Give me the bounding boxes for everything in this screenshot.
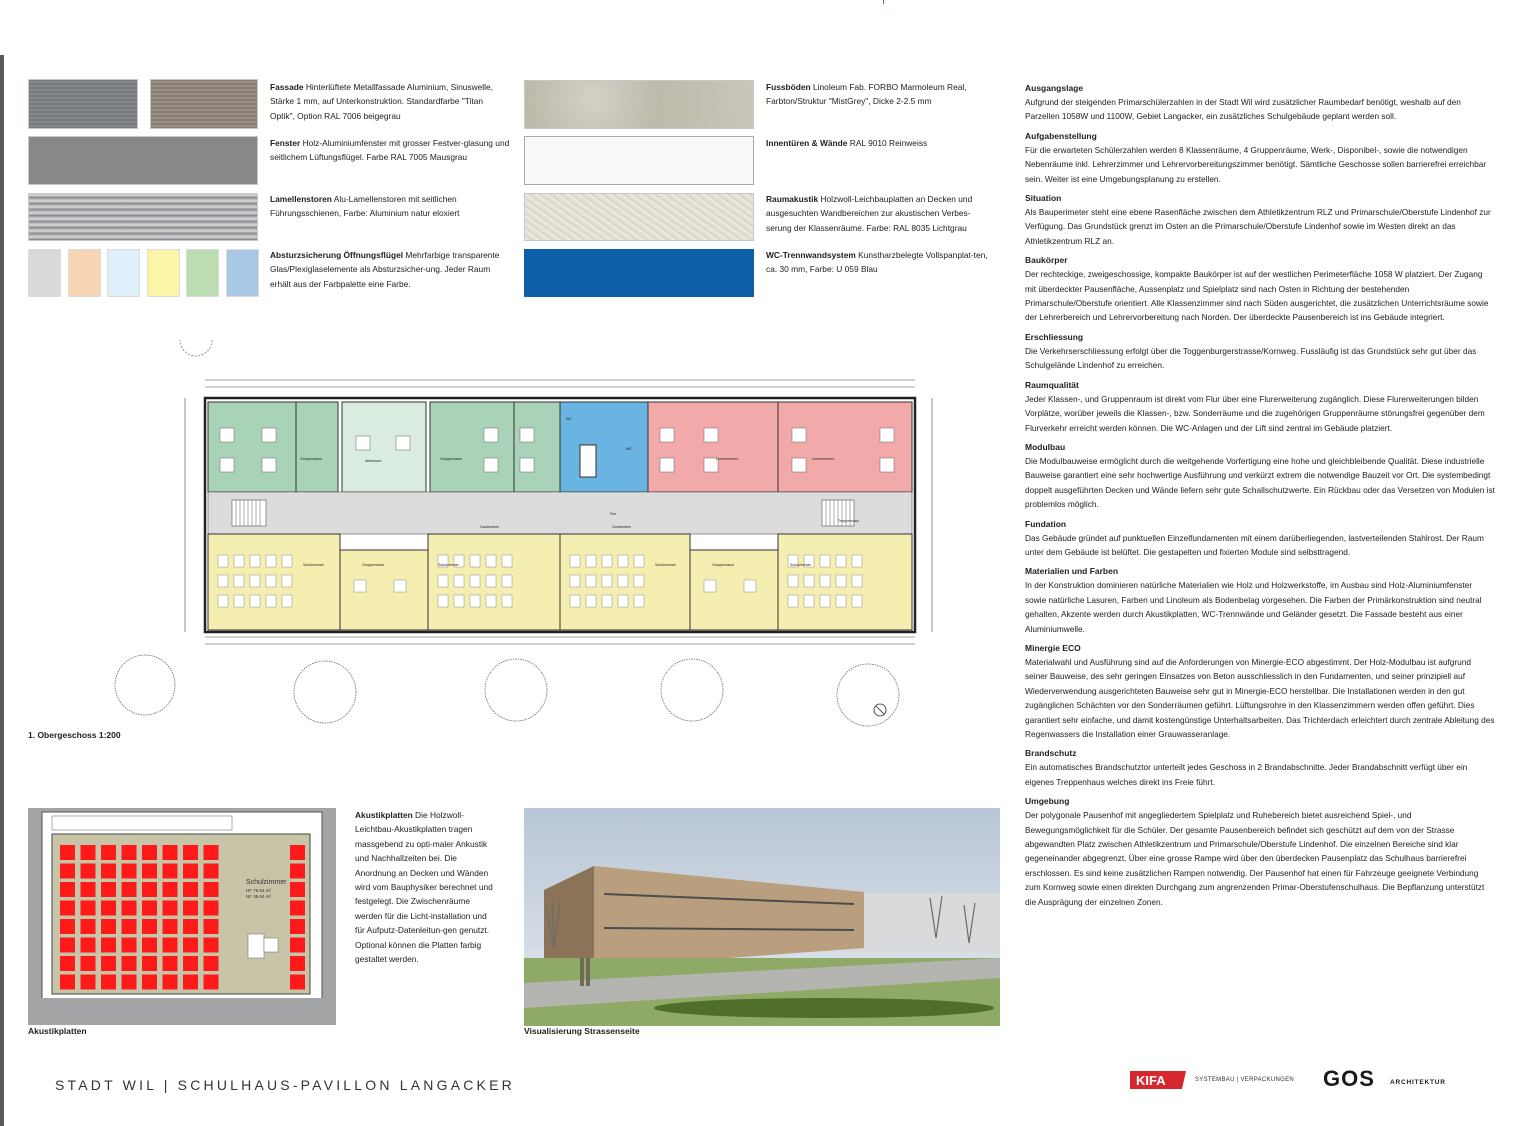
plan-label-gruppenraum-2: Gruppenraum	[440, 457, 463, 461]
acoustic-caption: Akustikplatten	[28, 1026, 87, 1036]
plan-label-gruppenraum-1: Gruppenraum	[300, 457, 323, 461]
acoustic-panel	[81, 845, 96, 860]
plan-label-schulzimmer-4: Schulzimmer	[790, 563, 811, 567]
palette-swatch	[107, 249, 140, 297]
acoustic-panel	[81, 919, 96, 934]
acoustic-panel	[290, 956, 305, 971]
acoustic-panel	[101, 956, 116, 971]
acoustic-panel	[60, 956, 75, 971]
page-border-left	[0, 55, 4, 1126]
wc-partition-swatch	[524, 249, 754, 297]
facade-swatch-beige	[150, 79, 258, 129]
plan-label-gruppenraum-4: Gruppenraum	[712, 563, 735, 567]
plan-label-werkraum: Werkraum	[365, 459, 382, 463]
acoustic-panel	[183, 975, 198, 990]
acoustic-panel	[204, 864, 219, 879]
palette-swatch	[147, 249, 180, 297]
acoustic-panel	[183, 845, 198, 860]
section-heading: Brandschutz	[1025, 748, 1077, 759]
acoustic-panel	[163, 845, 178, 860]
floor-plan	[100, 340, 980, 730]
plan-label-treppenhaus: Treppenhaus	[838, 519, 860, 523]
section-text: Aufgrund der steigenden Primarschülerzahlen in der Stadt Wil wird zusätzlicher Raumbedarf benötigt, weshalb auf den Parzellen 1058W und 1100W, Gebiet Langacker, ein zusätzliches Schulgebäude geplant werden soll.	[1025, 97, 1461, 122]
floor-swatch	[524, 80, 754, 129]
acoustic-panel	[290, 882, 305, 897]
acoustic-panel	[60, 938, 75, 953]
plan-label-lehrerzimmer-2: Lehrerzimmer	[812, 457, 835, 461]
acoustic-panel	[204, 901, 219, 916]
plan-label-garderoben-2: Garderoben	[612, 525, 632, 529]
section-heading: Materialien und Farben	[1025, 566, 1119, 577]
acoustic-description: Akustikplatten Die Holzwoll-Leichtbau-Akustikplatten tragen massgebend zu opti-maler Ankustik und Nachhallzeiten bei. Die Anordnung an Decken und Wänden wird vom Bauphysiker berechnet und festgelegt. Die Zwischenräume werden für die Licht-installation und für Aufputz-Datenleitun-gen genutzt. Optional können die Platten farbig gestaltet werden.	[355, 810, 493, 965]
acoustic-panel	[142, 938, 157, 953]
section-text: Der polygonale Pausenhof mit angegliedertem Spielplatz und Ruhebereich bietet ausreichend Spiel-, und Bewegungsmöglichkeit für die Schüler. Der gesamte Pausenbereich befindet sich geschützt auf dem von der Strasse abgewandten Platz zwischen Athletikzentrum und Primarschule/Oberstufe Lindenhof. Die einzelnen Bereiche sind klar gegeneinander abgegrenzt. Über eine grosse Rampe wird über den überdecken Pausenplatz das Schulhaus barrierefrei erschlossen. Es sind keine zusätzlichen Rampen notwendig. Der Pausenhof hat einen für Fahrzeuge geeignete Verbindung zum Kornweg sowie einen direkten Durchgang zum angrenzenden Primar-Oberstufenschulhaus. Die Bepflanzung unterstützt die Ausprägung der einzelnen Zonen.	[1025, 810, 1485, 907]
section-heading: Baukörper	[1025, 255, 1068, 266]
acoustic-room-area-1: HF 75.64 m²	[246, 888, 272, 893]
acoustic-panel	[101, 938, 116, 953]
acoustic-panel	[60, 901, 75, 916]
acoustic-panel	[290, 919, 305, 934]
section-text: Als Bauperimeter steht eine ebene Rasenfläche zwischen dem Athletikzentrum RLZ und Primarschule/Oberstufe Lindenhof zur Verfügung. Das Grundstück grenzt im Osten an die Primarschule/Oberstufe Lindenhof sowie im Westen direkt an das Athletikzentrum RLZ an.	[1025, 207, 1491, 246]
acoustic-panel	[163, 975, 178, 990]
acoustic-room-area-2: NF 35.84 m²	[246, 894, 272, 899]
plan-label-schulzimmer-3: Schulzimmer	[655, 563, 676, 567]
acoustic-panel	[290, 901, 305, 916]
section-text: Ein automatisches Brandschutztor unterteilt jedes Geschoss in 2 Brandabschnitte. Jeder Brandabschnitt verfügt über ein eigenes Treppenhaus welches direkt ins Freie führt.	[1025, 762, 1468, 787]
acoustic-panel	[290, 845, 305, 860]
section-text: In der Konstruktion dominieren natürliche Materialien wie Holz und Holzwerkstoffe, im Ausbau sind Holz-Aluminiumfenster sowie natürliche Lasuren, Farben und Linoleum als Bodenbelag vorgesehen. Die Farben der Primärkonstruktion sind neutral gehalten, Akzente werden durch Akustikplatten, WC-Trennwände und Geländer gesetzt. Die Fassade besteht aus einer Aluminiumwelle.	[1025, 580, 1482, 634]
kifa-subtitle: SYSTEMBAU | VERPACKUNGEN	[1195, 1077, 1294, 1083]
acoustic-panel	[101, 901, 116, 916]
acoustic-panel	[81, 956, 96, 971]
window-swatch	[28, 136, 258, 185]
section-heading: Modulbau	[1025, 441, 1066, 452]
acoustic-panel	[122, 938, 137, 953]
gos-logo: GOS	[1323, 1066, 1375, 1091]
material-acoustics: Raumakustik Holzwoll-Leichbauplatten an Decken und ausgesuchten Wandbereichen zur akustischen Verbes-serung der Klassenräume. Farbe: RAL 8035 Lichtgrau	[766, 194, 973, 233]
section-heading: Minergie ECO	[1025, 642, 1081, 653]
acoustic-panel	[60, 845, 75, 860]
acoustic-panel	[204, 919, 219, 934]
acoustic-panel	[204, 938, 219, 953]
plan-label-lehrerzimmer: Lehrerzimmer	[716, 457, 739, 461]
acoustic-panel	[122, 864, 137, 879]
acoustic-panel	[81, 938, 96, 953]
plan-label-schulzimmer-2: Schulzimmer	[438, 563, 459, 567]
acoustic-panel	[163, 882, 178, 897]
section-heading: Fundation	[1025, 518, 1067, 529]
acoustic-panel	[81, 864, 96, 879]
acoustic-panel	[122, 956, 137, 971]
section-text: Das Gebäude gründet auf punktuellen Einzelfundamenten mit einem darüberliegenden, lastverteilenden Stahlrost. Der Raum unter dem Gebäude ist belüftet. Die gestapelten und fixierten Module sind selbsttragend.	[1025, 532, 1484, 557]
acoustic-panel	[163, 956, 178, 971]
acoustic-panel	[60, 919, 75, 934]
palette-swatch	[186, 249, 219, 297]
plan-label-garderoben-1: Garderoben	[480, 525, 500, 529]
acoustic-panel	[81, 901, 96, 916]
project-title: STADT WIL | SCHULHAUS-PAVILLON LANGACKER	[55, 1077, 515, 1093]
section-heading: Ausgangslage	[1025, 83, 1084, 93]
section-heading: Situation	[1025, 193, 1062, 204]
section-heading: Raumqualität	[1025, 379, 1079, 390]
section-heading: Aufgabenstellung	[1025, 130, 1097, 141]
section-text: Jeder Klassen-, und Gruppenraum ist direkt vom Flur über eine Flurerweiterung zugänglich. Diese Flurerweiterungen bilden Vorplätze, worüber jeweils die Klassen-, bzw. Sonderräume und die zugehörigen Gruppenräume störungsfrei gegenüber dem Flurverkehr erreicht werden können. Die WC-Anlagen und der Lift sind zentral im Gebäude platziert.	[1025, 393, 1485, 433]
acoustic-panel	[122, 975, 137, 990]
gos-subtitle: ARCHITEKTUR	[1390, 1079, 1446, 1086]
material-fall-protection: Absturzsicherung Öffnungsflügel Mehrfarbige transparente Glas/Plexiglaselemente als Absturzsicher-ung. Jeder Raum erhält aus der Farbpalette eine Farbe.	[270, 250, 500, 289]
acoustic-panel	[122, 845, 137, 860]
acoustic-panel	[142, 919, 157, 934]
acoustic-panel	[183, 956, 198, 971]
acoustic-panel	[101, 975, 116, 990]
acoustic-room-name: Schulzimmer	[246, 879, 287, 886]
kifa-logo-text: KIFA	[1136, 1073, 1166, 1088]
acoustic-panel	[183, 938, 198, 953]
acoustic-panel	[101, 919, 116, 934]
acoustic-panel	[163, 901, 178, 916]
palette-swatch	[68, 249, 101, 297]
acoustic-panel	[142, 845, 157, 860]
plan-label-gruppenraum-3: Gruppenraum	[362, 563, 385, 567]
material-louver: Lamellenstoren Alu-Lamellenstoren mit seitlichen Führungsschienen, Farbe: Aluminium natur eloxiert	[270, 194, 460, 219]
acoustic-panel	[163, 864, 178, 879]
acoustic-panel	[183, 882, 198, 897]
acoustic-panel	[183, 901, 198, 916]
section-text: Der rechteckige, zweigeschossige, kompakte Baukörper ist auf der westlichen Perimeterfläche 1058 W platziert. Der Zugang mit überdeckter Pausenfläche, Aussenplatz und Spielplatz sind nach Osten in Richtung der bestehenden Primarschule/Oberstufe orientiert. Alle Klassenzimmer sind nach Süden ausgerichtet, die zusätzlichen Unterrichtsräume sowie der Lehrerbereich und Lehrervorbereitung nach Norden. Der überdeckte Pausenbereich ist ins Gebäude integriert.	[1025, 269, 1489, 323]
material-facade: Fassade Hinterlüftete Metallfassade Aluminium, Sinuswelle, Stärke 1 mm, auf Unterkonstruktion. Standardfarbe "Titan Optik", Option RAL 7006 beigegrau	[270, 82, 493, 121]
acoustic-panel	[122, 882, 137, 897]
acoustic-panel	[81, 882, 96, 897]
acoustic-panel	[204, 882, 219, 897]
acoustic-panel	[290, 938, 305, 953]
acoustic-panel	[101, 882, 116, 897]
street-visualization	[524, 808, 1000, 1026]
plan-label-wc-1: WC	[566, 417, 572, 421]
top-marker	[883, 0, 884, 4]
acoustic-panel	[142, 956, 157, 971]
acoustic-panel	[142, 975, 157, 990]
acoustic-panel	[290, 864, 305, 879]
plan-caption: 1. Obergeschoss 1:200	[28, 730, 121, 740]
section-text: Die Verkehrserschliessung erfolgt über die Toggenburgerstrasse/Kornweg. Fussläufig ist das Grundstück sehr gut über das Schulgelände Lindenhof zu erreichen.	[1025, 345, 1477, 371]
kifa-logo	[1130, 1069, 1188, 1091]
palette-swatch	[226, 249, 259, 297]
material-walls: Innentüren & Wände RAL 9010 Reinweiss	[766, 138, 928, 148]
acoustic-panel	[101, 864, 116, 879]
material-floor: Fussböden Linoleum Fab. FORBO Marmoleum Real, Farbton/Struktur "MistGrey", Dicke 2-2.5 mm	[766, 82, 967, 107]
tree-symbol	[180, 340, 212, 356]
acoustic-panel	[60, 864, 75, 879]
acoustic-panel	[81, 975, 96, 990]
section-text: Für die erwarteten Schülerzahlen werden 8 Klassenräume, 4 Gruppenräume, Werk-, Disponibel-, sowie die notwendigen Nebenräume inkl. Lehrerzimmer und Lehrervorbereitungszimmer benötigt. Sämtliche Geschosse sollen barrierefrei erreichbar sein. Weiter ist eine Umgebungsplanung zu erstellen.	[1025, 144, 1487, 184]
description-column	[1025, 82, 1495, 909]
material-window: Fenster Holz-Aluminiumfenster mit grosser Festver-glasung und seitlichem Lüftungsflügel. Farbe RAL 7005 Mausgrau	[270, 138, 510, 163]
acoustic-swatch	[524, 193, 754, 241]
facade-swatch-titan	[28, 79, 138, 129]
wall-swatch	[524, 136, 754, 185]
acoustic-panel	[163, 919, 178, 934]
acoustic-panel	[163, 938, 178, 953]
plan-label-schulzimmer-1: Schulzimmer	[303, 563, 324, 567]
acoustic-panel	[204, 956, 219, 971]
acoustic-panel	[204, 845, 219, 860]
plan-label-wc-2: WC	[626, 447, 632, 451]
acoustic-plan	[28, 808, 336, 1025]
acoustic-panel	[204, 975, 219, 990]
acoustic-panel	[60, 975, 75, 990]
acoustic-panel	[290, 975, 305, 990]
section-text: Die Modulbauweise ermöglicht durch die weitgehende Vorfertigung eine hohe und gleichbleibende Qualität. Diese industrielle Bauweise garantiert eine sehr hochwertige Ausführung und verkürzt extrem die notwendige Bauzeit vor Ort. Die systembedingt doppelt ausgeführten Decken und Wände liefern sehr gute Schallschutzwerte. Ein Rückbau oder das Versetzen von Modulen ist problemlos möglich.	[1025, 455, 1495, 510]
section-heading: Umgebung	[1025, 796, 1070, 807]
material-wc-partition: WC-Trennwandsystem Kunstharzbelegte Vollspanplat-ten, ca. 30 mm, Farbe: U 059 Blau	[766, 250, 988, 275]
palette-swatch	[28, 249, 61, 297]
plan-label-flur: Flur	[610, 512, 617, 516]
acoustic-panel	[142, 901, 157, 916]
acoustic-panel	[122, 901, 137, 916]
acoustic-panel	[183, 864, 198, 879]
acoustic-panel	[142, 864, 157, 879]
visualization-caption: Visualisierung Strassenseite	[524, 1026, 640, 1036]
section-text: Materialwahl und Ausführung sind auf die Anforderungen von Minergie-ECO abgestimmt. Der Holz-Modulbau ist aufgrund seiner Bauweise, des sehr geringen Einsatzes von Beton ausschliesslich in den Fundamenten, und seiner prinzipiell auf Wiederverwendung ausgerichteten Bauweise sehr gut in Minergie-ECO herstellbar. Die Installationen werden in den gut zugänglichen Schächten vor den Sonderräumen geführt. Lüftungsrohre in den Klassenzimmern werden offen geführt. Dies garantiert sehr einfache, und damit kostengünstige Unterhaltsarbeiten. Das Trichterdach erleichtert durch zentrale Ableitung des Regenwassers die Installation einer Grauwasseranlage.	[1025, 656, 1495, 739]
acoustic-panel	[142, 882, 157, 897]
acoustic-panel	[101, 845, 116, 860]
acoustic-panel	[122, 919, 137, 934]
acoustic-panel	[183, 919, 198, 934]
acoustic-panel	[60, 882, 75, 897]
louver-swatch	[28, 193, 258, 241]
section-heading: Erschliessung	[1025, 331, 1084, 342]
